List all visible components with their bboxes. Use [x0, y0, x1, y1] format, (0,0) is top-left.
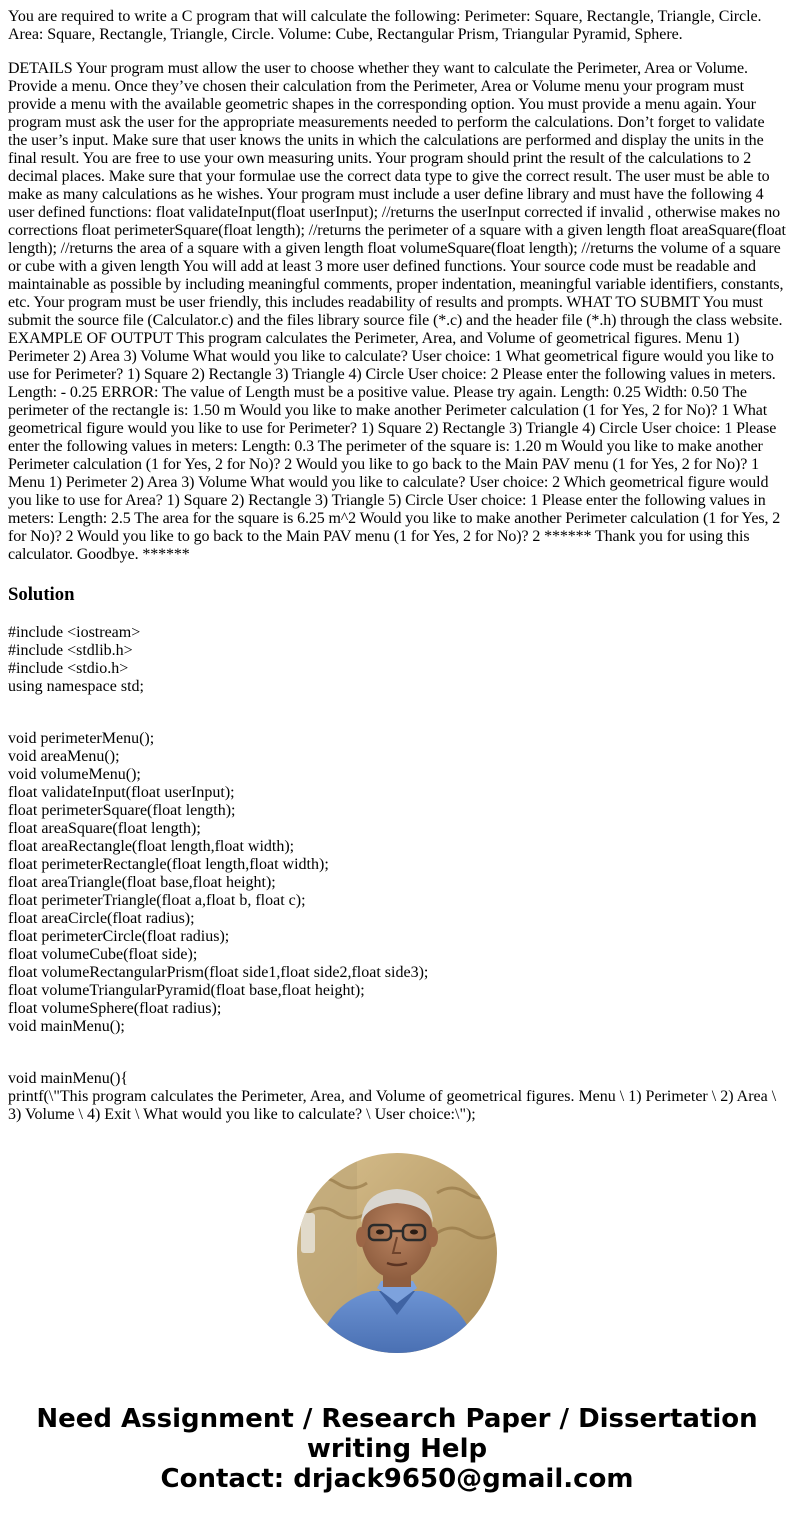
- code-includes: [8, 624, 786, 696]
- code-line: void mainMenu();: [8, 1018, 125, 1035]
- code-line: void areaMenu();: [8, 748, 120, 765]
- question-intro: You are required to write a C program that will calculate the following: Perimeter: Square, Rectangle, Triangle, Circle. Area: Square, Rectangle, Triangle, Circle. Volume: Cube, Rectangular Prism, Triangular Pyramid, Sphere.: [8, 8, 762, 43]
- code-line: #include <iostream>: [8, 624, 141, 641]
- code-line: float areaCircle(float radius);: [8, 910, 195, 927]
- code-line: float volumeTriangularPyramid(float base,float height);: [8, 982, 365, 999]
- document-content: [8, 8, 786, 1124]
- code-line: void perimeterMenu();: [8, 730, 155, 747]
- question-details: DETAILS Your program must allow the user to choose whether they want to calculate the Perimeter, Area or Volume. Provide a menu. Once they’ve chosen their calculation from the Perimeter, Area or Volume menu your program must provide a menu with the available geometric shapes in the corresponding option. You must provide a menu again. Your program must ask the user for the appropriate measurements needed to perform the calculations. Don’t forget to validate the user’s input. Make sure that user knows the units in which the calculations are performed and display the units in the final result. You are free to use your own measuring units. Your program should print the result of the calculations to 2 decimal places. Make sure that your formulae use the correct data type to give the correct result. The user must be able to make as many calculations as he wishes. Your program must include a user define library and must have the following 4 user defined functions: float validateInput(float userInput); //returns the userInput corrected if invalid , otherwise makes no corrections float perimeterSquare(float length); //returns the perimeter of a square with a given length float areaSquare(float length); //returns the area of a square with a given length float volumeSquare(float length); //returns the volume of a square or cube with a given length You will add at least 3 more user defined functions. Your source code must be readable and maintainable as possible by including meaningful comments, proper indentation, meaningful variable identifiers, constants, etc. Your program must be user friendly, this includes readability of results and prompts. WHAT TO SUBMIT You must submit the source file (Calculator.c) and the files library source file (*.c) and the header file (*.h) through the class website. EXAMPLE OF OUTPUT This program calculates the Perimeter, Area, and Volume of geometrical figures. Menu 1) Perimeter 2) Area 3) Volume What would you like to calculate? User choice: 1 What geometrical figure would you like to use for Perimeter? 1) Square 2) Rectangle 3) Triangle 4) Circle User choice: 2 Please enter the following values in meters. Length: - 0.25 ERROR: The value of Length must be a positive value. Please try again. Length: 0.25 Width: 0.50 The perimeter of the rectangle is: 1.50 m Would you like to make another Perimeter calculation (1 for Yes, 2 for No)? 1 What geometrical figure would you like to use for Perimeter? 1) Square 2) Rectangle 3) Triangle 4) Circle User choice: 1 Please enter the following values in meters: Length: 0.3 The perimeter of the square is: 1.20 m Would you like to make another Perimeter calculation (1 for Yes, 2 for No)? 2 Would you like to go back to the Main PAV menu (1 for Yes, 2 for No)? 1 Menu 1) Perimeter 2) Area 3) Volume What would you like to calculate? User choice: 2 Which geometrical figure would you like to use for Area? 1) Square 2) Rectangle 3) Triangle 5) Circle User choice: 1 Please enter the following values in meters: Length: 2.5 The area for the square is 6.25 m^2 Would you like to make another Perimeter calculation (1 for Yes, 2 for No)? 2 Would you like to go back to the Main PAV menu (1 for Yes, 2 for No)? 2 ****** Thank you for using this calculator. Goodbye. ******: [8, 60, 786, 563]
- code-line: float perimeterCircle(float radius);: [8, 928, 230, 945]
- code-line: float areaRectangle(float length,float width);: [8, 838, 295, 855]
- code-line: #include <stdio.h>: [8, 660, 129, 677]
- promo-footer: [0, 1404, 794, 1494]
- promo-line-2: writing Help: [306, 1434, 488, 1464]
- solution-heading: Solution: [8, 584, 75, 605]
- code-line: float validateInput(float userInput);: [8, 784, 235, 801]
- code-line: float volumeRectangularPrism(float side1,float side2,float side3);: [8, 964, 429, 981]
- author-photo-illustration: [297, 1153, 497, 1353]
- code-line: float volumeSphere(float radius);: [8, 1000, 222, 1017]
- code-line: float volumeCube(float side);: [8, 946, 198, 963]
- code-line: float perimeterRectangle(float length,float width);: [8, 856, 329, 873]
- code-line: float areaSquare(float length);: [8, 820, 201, 837]
- code-line: float perimeterSquare(float length);: [8, 802, 236, 819]
- code-line: #include <stdlib.h>: [8, 642, 133, 659]
- code-line: float areaTriangle(float base,float height);: [8, 874, 276, 891]
- code-line: void mainMenu(){: [8, 1070, 129, 1087]
- code-printf-line: printf(\"This program calculates the Perimeter, Area, and Volume of geometrical figures. Menu \ 1) Perimeter \ 2) Area \ 3) Volume \ 4) Exit \ What would you like to calculate? \ User choice:\");: [8, 1088, 777, 1123]
- promo-line-1: Need Assignment / Research Paper / Dissertation: [36, 1404, 758, 1434]
- code-line: float perimeterTriangle(float a,float b, float c);: [8, 892, 306, 909]
- code-main-menu: [8, 1070, 786, 1124]
- promo-contact[interactable]: Contact: drjack9650@gmail.com: [160, 1464, 634, 1494]
- code-line: void volumeMenu();: [8, 766, 141, 783]
- author-photo: [297, 1153, 497, 1353]
- code-prototypes: [8, 730, 786, 1036]
- code-line: using namespace std;: [8, 678, 144, 695]
